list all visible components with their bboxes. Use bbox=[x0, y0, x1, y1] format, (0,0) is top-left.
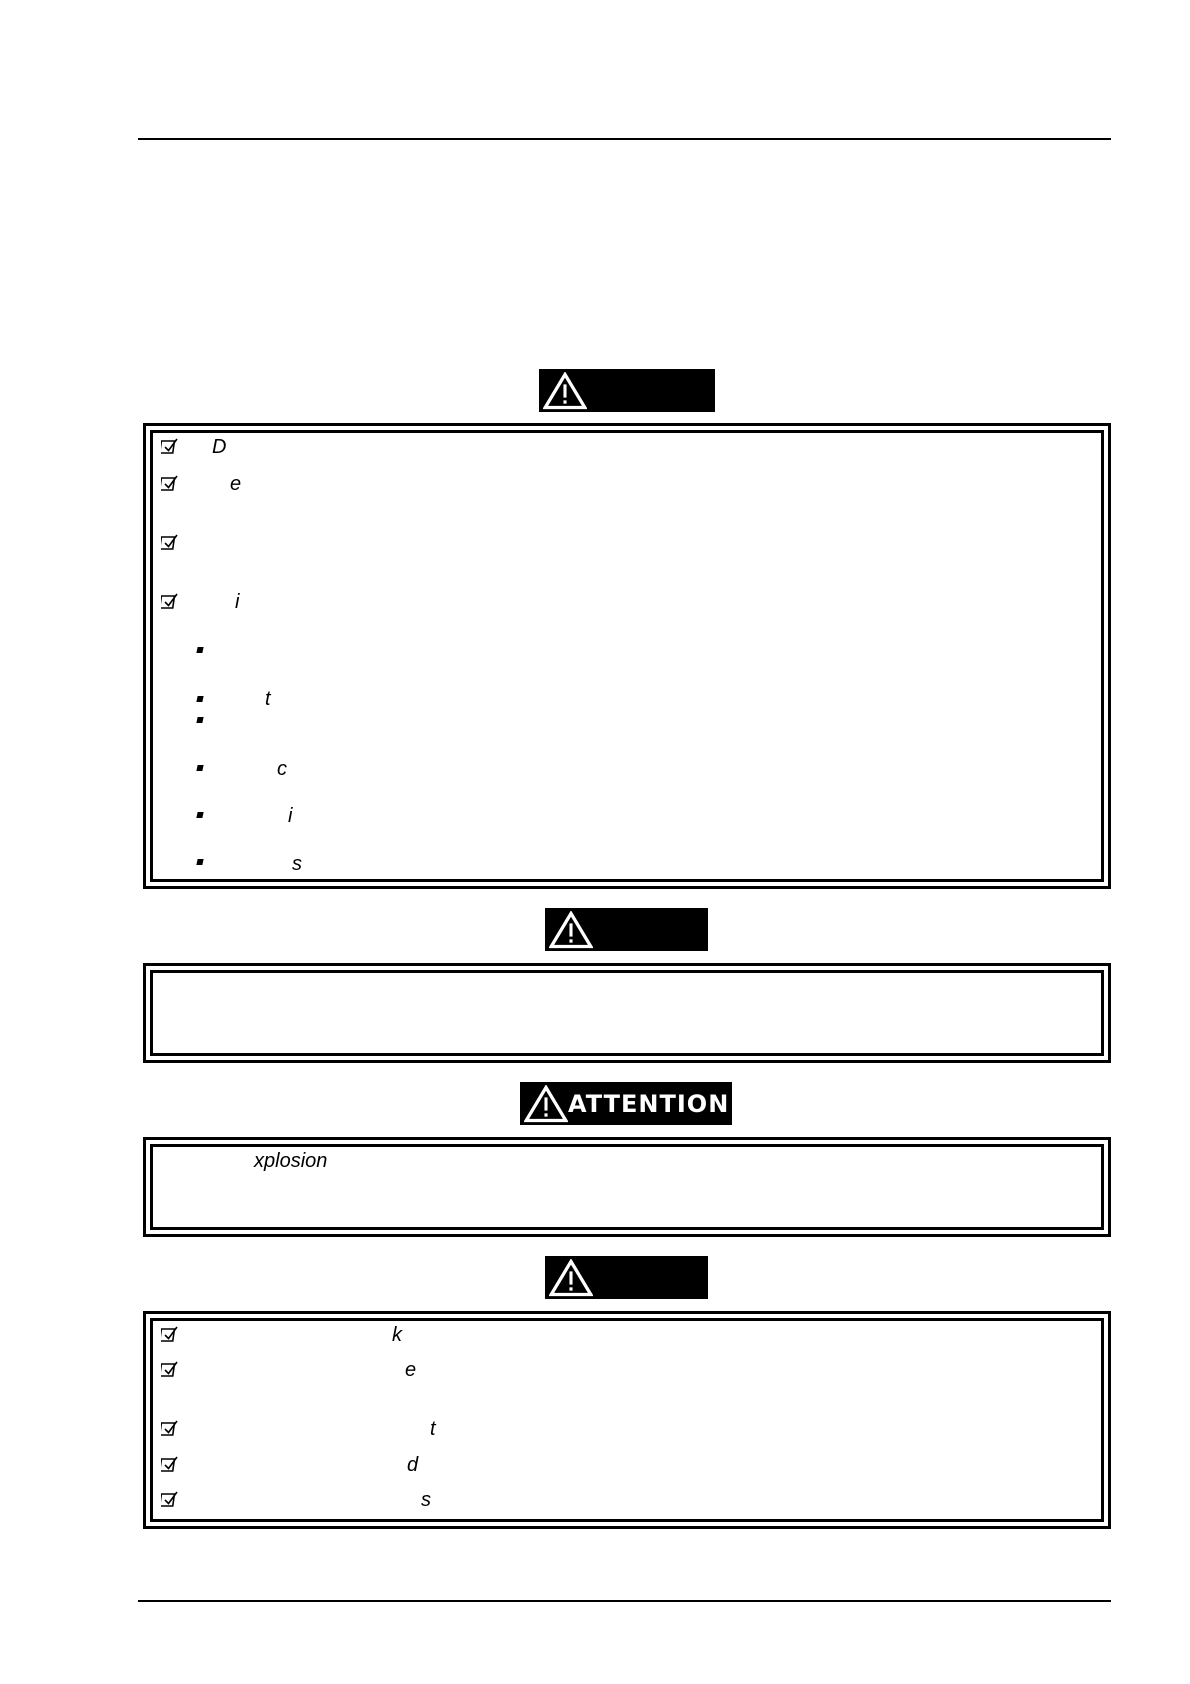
bullet-icon bbox=[196, 765, 203, 771]
warning-box-2 bbox=[143, 963, 1111, 1063]
warning-box-1-subitem: s bbox=[292, 853, 302, 875]
warning-box-4-item: s bbox=[421, 1489, 431, 1511]
warning-box-4-item: t bbox=[430, 1418, 436, 1440]
attention-label: ATTENTION bbox=[568, 1089, 730, 1118]
warning-triangle-icon bbox=[549, 911, 593, 949]
warning-triangle-icon bbox=[549, 1259, 593, 1297]
checkbox-icon bbox=[161, 1490, 179, 1508]
attention-text: xplosion bbox=[254, 1150, 328, 1172]
warning-box-1-item: e bbox=[230, 473, 242, 495]
warning-box-4 bbox=[143, 1311, 1111, 1529]
bullet-icon bbox=[196, 647, 203, 653]
warning-box-4-item: e bbox=[405, 1359, 417, 1381]
checkbox-icon bbox=[161, 1455, 179, 1473]
warning-box-1-item: D bbox=[212, 436, 227, 458]
checkbox-icon bbox=[161, 1360, 179, 1378]
warning-box-4-item: d bbox=[407, 1454, 419, 1476]
bullet-icon bbox=[196, 696, 203, 702]
warning-banner-4 bbox=[545, 1256, 708, 1299]
warning-box-1-item: i bbox=[235, 591, 240, 613]
warning-box-4-item: k bbox=[392, 1324, 402, 1346]
checkbox-icon bbox=[161, 592, 179, 610]
warning-box-1-subitem: c bbox=[277, 758, 287, 780]
checkbox-icon bbox=[161, 1419, 179, 1437]
checkbox-icon bbox=[161, 437, 179, 455]
top-rule bbox=[138, 138, 1111, 140]
warning-triangle-icon bbox=[543, 372, 587, 410]
bottom-rule bbox=[138, 1600, 1111, 1602]
bullet-icon bbox=[196, 812, 203, 818]
warning-banner-1 bbox=[539, 369, 715, 412]
warning-box-1-subitem: t bbox=[265, 688, 271, 710]
checkbox-icon bbox=[161, 474, 179, 492]
checkbox-icon bbox=[161, 1325, 179, 1343]
bullet-icon bbox=[196, 717, 203, 723]
warning-banner-2 bbox=[545, 908, 708, 951]
warning-triangle-icon bbox=[524, 1085, 568, 1123]
attention-banner bbox=[520, 1082, 732, 1125]
warning-box-1-subitem: i bbox=[288, 805, 293, 827]
checkbox-icon bbox=[161, 533, 179, 551]
bullet-icon bbox=[196, 859, 203, 865]
